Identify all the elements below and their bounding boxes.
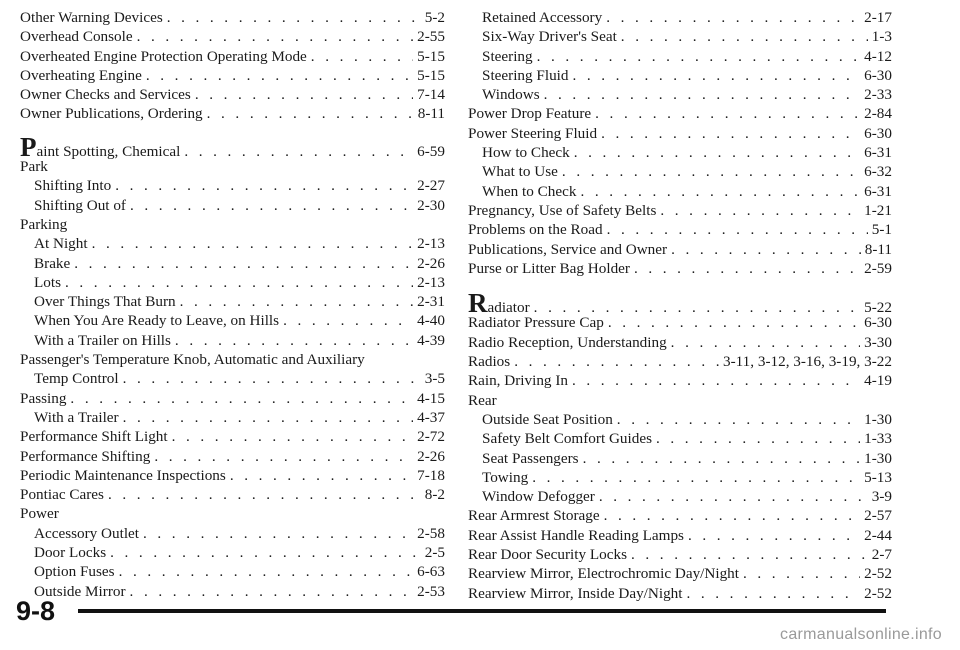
index-entry: Radios . . . 3-11, 3-12, 3-16, 3-19, 3-22 <box>468 352 892 371</box>
index-subentry: When to Check . . . 6-31 <box>468 182 892 201</box>
index-entry: Performance Shifting . . . 2-26 <box>20 447 445 466</box>
index-entry: Rearview Mirror, Inside Day/Night . . . 2-52 <box>468 584 892 603</box>
section-start-r-entry: Radiator . . . 5-22 <box>468 294 892 313</box>
index-entry: Purse or Litter Bag Holder . . . 2-59 <box>468 259 892 278</box>
index-subentry: At Night . . . 2-13 <box>20 234 445 253</box>
index-subentry: Brake . . . 2-26 <box>20 254 445 273</box>
index-entry: Radiator Pressure Cap . . . 6-30 <box>468 313 892 332</box>
index-entry: Owner Checks and Services . . . 7-14 <box>20 85 445 104</box>
index-subentry: Steering . . . 4-12 <box>468 47 892 66</box>
index-entry: Rear Assist Handle Reading Lamps . . . 2-44 <box>468 526 892 545</box>
index-heading: Passenger's Temperature Knob, Automatic and Auxiliary <box>20 351 365 369</box>
index-entry: Power Steering Fluid . . . 6-30 <box>468 124 892 143</box>
index-column-right <box>468 8 892 603</box>
index-entry: Other Warning Devices . . . 5-2 <box>20 8 445 27</box>
watermark: carmanualsonline.info <box>780 626 942 643</box>
footer-rule <box>78 609 886 613</box>
index-subentry: Six-Way Driver's Seat . . . 1-3 <box>468 27 892 46</box>
index-subentry: Shifting Into . . . 2-27 <box>20 176 445 195</box>
index-entry: Power Drop Feature . . . 2-84 <box>468 104 892 123</box>
index-subentry: Safety Belt Comfort Guides . . . 1-33 <box>468 429 892 448</box>
index-entry: Problems on the Road . . . 5-1 <box>468 220 892 239</box>
index-entry: Rear Armrest Storage . . . 2-57 <box>468 506 892 525</box>
index-entry: Periodic Maintenance Inspections . . . 7-18 <box>20 466 445 485</box>
index-entry: Rain, Driving In . . . 4-19 <box>468 371 892 390</box>
index-subentry: Option Fuses . . . 6-63 <box>20 562 445 581</box>
index-subentry: Seat Passengers . . . 1-30 <box>468 449 892 468</box>
index-subentry: How to Check . . . 6-31 <box>468 143 892 162</box>
index-subentry: When You Are Ready to Leave, on Hills . . . 4-40 <box>20 311 445 330</box>
index-entry: Overhead Console . . . 2-55 <box>20 27 445 46</box>
index-subentry: With a Trailer on Hills . . . 4-39 <box>20 331 445 350</box>
index-entry: Owner Publications, Ordering . . . 8-11 <box>20 104 445 123</box>
index-subentry: Steering Fluid . . . 6-30 <box>468 66 892 85</box>
index-subentry: What to Use . . . 6-32 <box>468 162 892 181</box>
index-heading: Park <box>20 158 48 176</box>
section-initial-p: P <box>20 131 37 162</box>
index-subentry: Shifting Out of . . . 2-30 <box>20 196 445 215</box>
index-subentry: Outside Seat Position . . . 1-30 <box>468 410 892 429</box>
index-entry: Overheating Engine . . . 5-15 <box>20 66 445 85</box>
index-column-left <box>20 8 445 601</box>
page-number: 9-8 <box>16 596 56 626</box>
index-entry: Passing . . . 4-15 <box>20 389 445 408</box>
index-subentry: Windows . . . 2-33 <box>468 85 892 104</box>
index-subentry: Lots . . . 2-13 <box>20 273 445 292</box>
index-entry: Performance Shift Light . . . 2-72 <box>20 427 445 446</box>
index-subentry: Over Things That Burn . . . 2-31 <box>20 292 445 311</box>
index-subentry: Towing . . . 5-13 <box>468 468 892 487</box>
index-entry: Rear Door Security Locks . . . 2-7 <box>468 545 892 564</box>
index-subentry: Door Locks . . . 2-5 <box>20 543 445 562</box>
index-heading: Rear <box>468 391 497 409</box>
index-subentry: Window Defogger . . . 3-9 <box>468 487 892 506</box>
index-entry: Overheated Engine Protection Operating Mode . . . 5-15 <box>20 47 445 66</box>
index-entry: Pontiac Cares . . . 8-2 <box>20 485 445 504</box>
index-subentry: Outside Mirror . . . 2-53 <box>20 582 445 601</box>
index-subentry: With a Trailer . . . 4-37 <box>20 408 445 427</box>
index-subentry: Accessory Outlet . . . 2-58 <box>20 524 445 543</box>
index-entry-continuation: Temp Control . . . 3-5 <box>20 369 445 388</box>
index-entry: Publications, Service and Owner . . . 8-11 <box>468 240 892 259</box>
index-heading: Parking <box>20 215 68 233</box>
section-initial-r: R <box>468 288 488 319</box>
index-heading: Power <box>20 505 59 523</box>
index-subentry: Retained Accessory . . . 2-17 <box>468 8 892 27</box>
index-entry: Radio Reception, Understanding . . . 3-30 <box>468 333 892 352</box>
index-entry: Pregnancy, Use of Safety Belts . . . 1-21 <box>468 201 892 220</box>
index-entry: Rearview Mirror, Electrochromic Day/Night . . . 2-52 <box>468 564 892 583</box>
section-start-p-entry: Paint Spotting, Chemical . . . 6-59 <box>20 138 445 157</box>
